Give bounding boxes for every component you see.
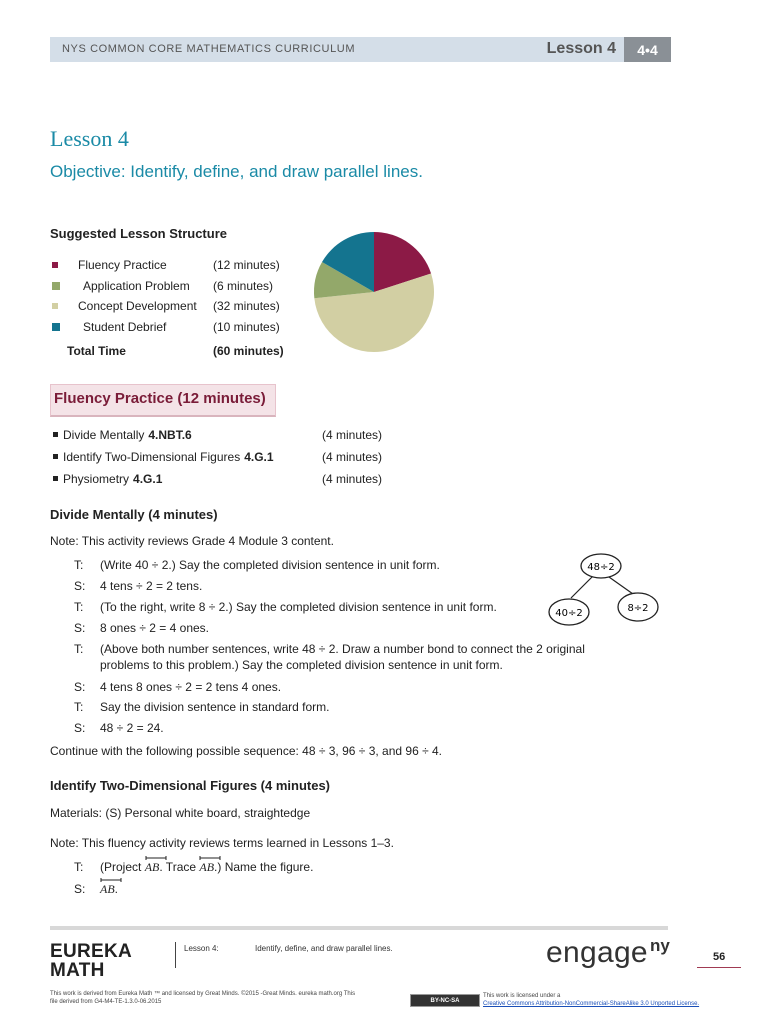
activity-minutes: (4 minutes) bbox=[322, 472, 383, 486]
segment-bar-icon bbox=[145, 855, 167, 861]
dialogue-speaker: T: bbox=[74, 642, 84, 656]
structure-item-label: Concept Development bbox=[78, 299, 197, 313]
activity-label: Divide Mentally bbox=[63, 428, 145, 442]
bond-connector bbox=[609, 577, 633, 594]
footer-divider bbox=[50, 926, 668, 930]
dialogue-text: (Above both number sentences, write 48 ÷ 2. Draw a number bond to connect the 2 original bbox=[100, 642, 585, 656]
dialogue-text bbox=[100, 860, 313, 875]
dialogue-speaker: S: bbox=[74, 621, 86, 635]
lesson-structure-pie-chart bbox=[312, 230, 436, 354]
page-number: 56 bbox=[713, 951, 726, 963]
identify-note: Note: This fluency activity reviews terms learned in Lessons 1–3. bbox=[50, 836, 394, 850]
identify-materials: Materials: (S) Personal white board, straightedge bbox=[50, 806, 311, 820]
dialogue-text-part: . bbox=[114, 882, 119, 896]
dialogue-text bbox=[100, 882, 118, 897]
structure-item-minutes: (10 minutes) bbox=[213, 320, 280, 334]
segment-bar-icon bbox=[199, 855, 221, 861]
segment-label: AB bbox=[100, 882, 115, 896]
bullet-icon bbox=[53, 432, 58, 437]
activity-minutes: (4 minutes) bbox=[322, 428, 383, 442]
activity-standard: 4.NBT.6 bbox=[148, 428, 192, 442]
dialogue-text-continued: problems to this problem.) Say the completed division sentence in unit form. bbox=[100, 658, 503, 672]
logo-line: MATH bbox=[50, 960, 105, 981]
eureka-math-logo bbox=[50, 942, 132, 980]
activity-standard: 4.G.1 bbox=[244, 450, 274, 464]
dialogue-speaker: S: bbox=[74, 680, 86, 694]
dialogue-text-part: . Trace bbox=[159, 860, 200, 874]
license-text: This work is derived from Eureka Math ™ and licensed by Great Minds. ©2015 -Great Minds. eureka math.org This file derived from G4-M4-TE-1.3.0-06.2015 bbox=[50, 991, 356, 1005]
dialogue-speaker: S: bbox=[74, 721, 86, 735]
lesson-title: Lesson 4 bbox=[50, 126, 129, 151]
dialogue-text: 8 ones ÷ 2 = 4 ones. bbox=[100, 621, 209, 635]
logo-line: EUREKA bbox=[50, 941, 133, 962]
dialogue-text-part: .) Name the figure. bbox=[214, 860, 314, 874]
dialogue-text: 4 tens 8 ones ÷ 2 = 2 tens 4 ones. bbox=[100, 680, 282, 694]
dialogue-text: (Write 40 ÷ 2.) Say the completed division sentence in unit form. bbox=[100, 558, 440, 572]
header-lesson: Lesson 4 bbox=[546, 40, 616, 57]
divide-note: Note: This activity reviews Grade 4 Module 3 content. bbox=[50, 534, 334, 548]
dialogue-text: 4 tens ÷ 2 = 2 tens. bbox=[100, 579, 203, 593]
structure-item-label: Student Debrief bbox=[83, 320, 167, 334]
license-line: This work is licensed under a bbox=[483, 993, 561, 999]
dialogue-speaker: T: bbox=[74, 700, 84, 714]
segment-label: AB bbox=[199, 860, 215, 874]
bond-connector bbox=[571, 576, 593, 598]
square-bullet-icon bbox=[52, 262, 58, 268]
activity-minutes: (4 minutes) bbox=[322, 450, 383, 464]
identify-heading: Identify Two-Dimensional Figures (4 minutes) bbox=[50, 778, 331, 793]
square-bullet-icon bbox=[52, 323, 60, 331]
activity-label: Identify Two-Dimensional Figures bbox=[63, 450, 241, 464]
license-link[interactable]: Creative Commons Attribution-NonCommercial-ShareAlike 3.0 Unported License. bbox=[483, 1001, 700, 1007]
fluency-heading: Fluency Practice (12 minutes) bbox=[54, 390, 266, 407]
square-bullet-icon bbox=[52, 282, 60, 290]
segment-notation bbox=[145, 860, 160, 875]
footer-separator bbox=[175, 942, 176, 968]
page-number-underline bbox=[697, 967, 741, 968]
dialogue-text-part: (Project bbox=[100, 860, 145, 874]
engageny-logo-suffix: ny bbox=[650, 936, 670, 955]
activity-label: Physiometry bbox=[63, 472, 130, 486]
structure-item-minutes: (6 minutes) bbox=[213, 279, 274, 293]
module-badge: 4•4 bbox=[624, 37, 671, 62]
dialogue-text: (To the right, write 8 ÷ 2.) Say the completed division sentence in unit form. bbox=[100, 600, 497, 614]
structure-item-label: Fluency Practice bbox=[78, 258, 167, 272]
total-minutes: (60 minutes) bbox=[213, 344, 284, 358]
bullet-icon bbox=[53, 476, 58, 481]
segment-notation bbox=[199, 860, 214, 875]
bullet-icon bbox=[53, 454, 58, 459]
creative-commons-badge: BY-NC-SA bbox=[410, 994, 480, 1007]
structure-item-minutes: (12 minutes) bbox=[213, 258, 280, 272]
segment-notation bbox=[100, 882, 115, 897]
structure-heading: Suggested Lesson Structure bbox=[50, 226, 227, 241]
engageny-logo: engage bbox=[546, 936, 648, 969]
curriculum-header-bar bbox=[50, 37, 671, 62]
dialogue-speaker: S: bbox=[74, 579, 86, 593]
segment-label: AB bbox=[144, 860, 160, 874]
segment-bar-icon bbox=[100, 877, 122, 883]
structure-item-minutes: (32 minutes) bbox=[213, 299, 280, 313]
divide-heading: Divide Mentally (4 minutes) bbox=[50, 507, 218, 522]
activity-standard: 4.G.1 bbox=[133, 472, 163, 486]
dialogue-speaker: T: bbox=[74, 860, 84, 874]
lesson-objective: Objective: Identify, define, and draw parallel lines. bbox=[50, 162, 423, 181]
structure-item-label: Application Problem bbox=[83, 279, 190, 293]
footer-objective: Identify, define, and draw parallel lines. bbox=[255, 944, 393, 953]
bond-whole-label: 48÷2 bbox=[587, 562, 615, 573]
bond-part-label: 40÷2 bbox=[555, 608, 583, 619]
square-bullet-icon bbox=[52, 303, 58, 309]
dialogue-speaker: T: bbox=[74, 600, 84, 614]
divide-continue: Continue with the following possible sequence: 48 ÷ 3, 96 ÷ 3, and 96 ÷ 4. bbox=[50, 744, 443, 758]
bond-part-label: 8÷2 bbox=[627, 603, 649, 614]
footer-lesson: Lesson 4: bbox=[184, 944, 219, 953]
dialogue-text: 48 ÷ 2 = 24. bbox=[100, 721, 164, 735]
curriculum-title: NYS COMMON CORE MATHEMATICS CURRICULUM bbox=[62, 43, 356, 55]
dialogue-speaker: S: bbox=[74, 882, 86, 896]
total-label: Total Time bbox=[67, 344, 126, 358]
number-bond-diagram bbox=[545, 548, 663, 630]
license-notice bbox=[483, 992, 699, 1008]
dialogue-speaker: T: bbox=[74, 558, 84, 572]
dialogue-text: Say the division sentence in standard form. bbox=[100, 700, 330, 714]
